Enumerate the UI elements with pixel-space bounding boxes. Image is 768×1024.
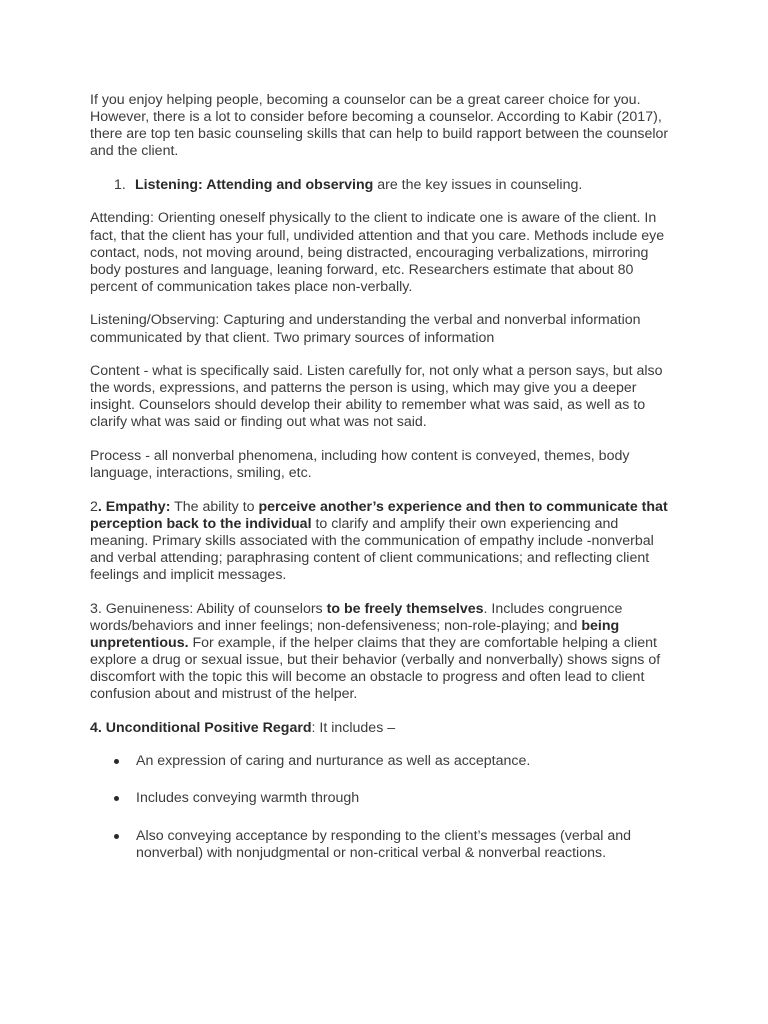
item-3-text-a: 3. Genuineness: Ability of counselors (90, 600, 327, 617)
content-paragraph: Content - what is specifically said. Listen carefully for, not only what a person says, but also the words, expressions, and patterns the person is using, which may give you a deeper insight. Counselors should develop their ability to remember what was said, as well as to clarify what was said or finding out what was not said. (90, 363, 663, 431)
list-item (90, 790, 680, 807)
item-3-emphasis-b: being unpretentious. (90, 617, 620, 651)
bullet-text: Includes conveying warmth through (136, 790, 360, 807)
item-2-text-a: The ability to (170, 498, 259, 515)
item-4-unconditional-positive-regard (90, 720, 680, 737)
item-4-heading: 4. Unconditional Positive Regard (90, 719, 312, 736)
bullet-text: Also conveying acceptance by responding to the client’s messages (verbal and nonverbal) with nonjudgmental or non-critical verbal & nonverbal reactions. (136, 827, 632, 861)
listening-observing-paragraph: Listening/Observing: Capturing and understanding the verbal and nonverbal information communicated by that client. Two primary sources of information (90, 312, 641, 346)
list-item (90, 753, 680, 770)
item-1-heading: Listening: Attending and observing (135, 176, 374, 193)
item-2-heading: . Empathy: (97, 498, 171, 515)
item-1-number: 1. (114, 176, 126, 193)
item-2-number: 2 (90, 498, 98, 515)
intro-paragraph: If you enjoy helping people, becoming a counselor can be a great career choice for you. However, there is a lot to consider before becoming a counselor. According to Kabir (2017), there are top ten basic counseling skills that can help to build rapport between the counselor and the client. (90, 92, 669, 160)
bullet-icon (114, 759, 119, 764)
item-2-emphasis: perceive another’s experience and then to communicate that perception back to the individual (90, 498, 668, 532)
item-3-emphasis-a: to be freely themselves (326, 600, 484, 617)
regard-bullet-list (90, 753, 680, 861)
item-2-empathy (90, 499, 680, 584)
item-3-genuineness (90, 601, 680, 704)
item-2-text-b: to clarify and amplify their own experiencing and meaning. Primary skills associated with the communication of empathy include -nonverbal and verbal attending; paraphrasing content of client communications; and reflecting client feelings and implicit messages. (90, 515, 654, 584)
item-1-listening (90, 177, 680, 194)
bullet-text: An expression of caring and nurturance as well as acceptance. (136, 753, 531, 770)
item-1-text: are the key issues in counseling. (373, 176, 583, 193)
process-paragraph: Process - all nonverbal phenomena, including how content is conveyed, themes, body language, interactions, smiling, etc. (90, 448, 630, 482)
attending-paragraph: Attending: Orienting oneself physically to the client to indicate one is aware of the client. In fact, that the client has your full, undivided attention and that you care. Methods include eye contact, nods, not moving around, being distracted, encouraging verbalizations, mirroring body postures and language, leaning forward, etc. Researchers estimate that about 80 percent of communication takes place non-verbally. (90, 210, 665, 295)
item-4-text: : It includes – (311, 719, 396, 736)
item-3-text-b: . Includes congruence words/behaviors and inner feelings; non-defensiveness; non-role-playing; and (90, 600, 623, 634)
bullet-icon (114, 834, 119, 839)
document-page (90, 92, 680, 882)
bullet-icon (114, 796, 119, 801)
list-item (90, 828, 680, 862)
item-3-text-c: For example, if the helper claims that they are comfortable helping a client explore a drug or sexual issue, but their behavior (verbally and nonverbally) shows signs of discomfort with the topic this will become an obstacle to progress and often lead to client confusion about and mistrust of the helper. (90, 634, 661, 703)
